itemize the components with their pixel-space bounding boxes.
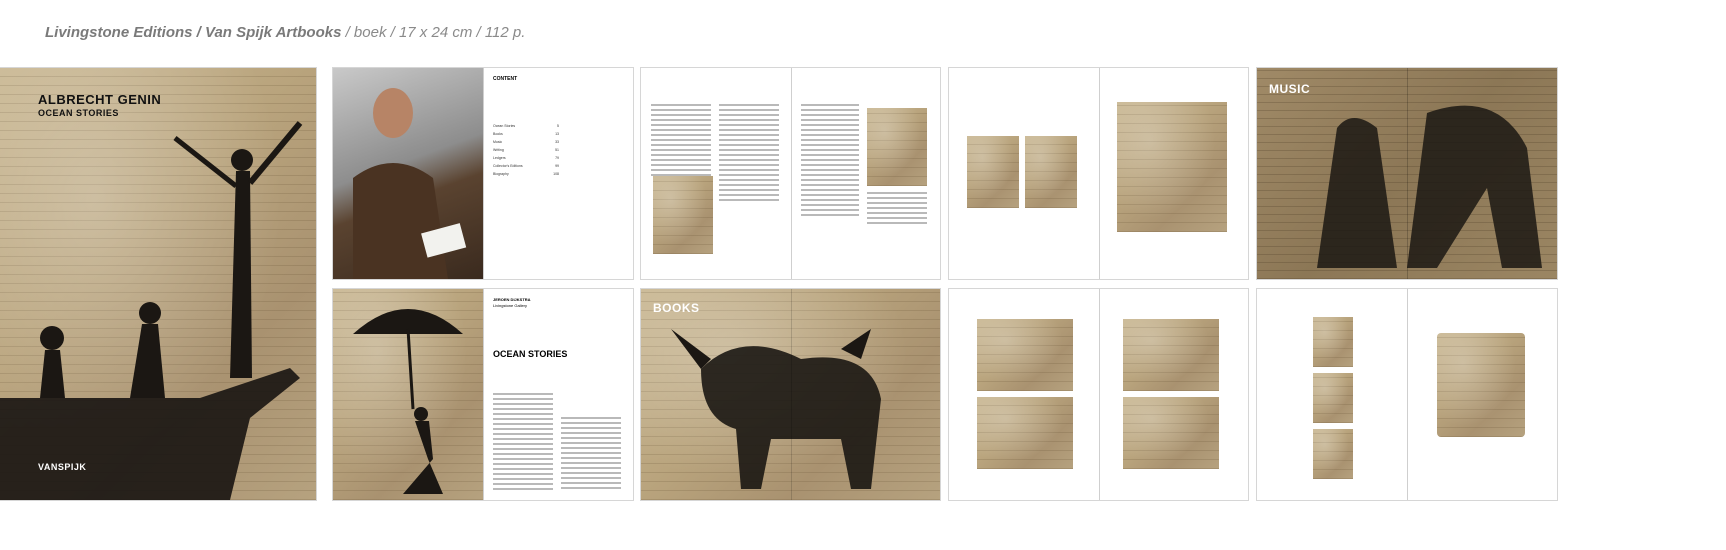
book-details: / boek / 17 x 24 cm / 112 p.: [341, 24, 526, 41]
cover-page[interactable]: [0, 68, 316, 500]
contents-item-page: 5: [557, 124, 559, 128]
header-caption: [45, 24, 525, 41]
spread-music[interactable]: [1257, 68, 1557, 279]
contents-item-page: 51: [555, 148, 559, 152]
artwork-thumb-1: [967, 136, 1019, 208]
spread-contents[interactable]: [333, 68, 633, 279]
contents-item-page: 13: [555, 132, 559, 136]
cover-artist: ALBRECHT GENIN: [38, 92, 162, 107]
artwork-thumb-4: [977, 397, 1073, 469]
artwork-thumb-8: [1313, 373, 1353, 423]
artwork-thumb-3: [977, 319, 1073, 391]
contents-item-label: Ocean Stories: [493, 124, 516, 128]
section-music: MUSIC: [1269, 82, 1311, 96]
umbrella-artwork: [333, 289, 483, 500]
artwork-thumb-6: [1123, 397, 1219, 469]
contents-item: [493, 140, 559, 144]
ledger-image: [653, 176, 713, 254]
portrait-photo: [333, 68, 483, 279]
spread-images-3[interactable]: [1257, 289, 1557, 500]
artwork-thumb-10: [1437, 333, 1525, 437]
contents-page: [483, 68, 633, 279]
contents-item: [493, 164, 559, 168]
cover-imprint: VANSPIJK: [38, 462, 87, 472]
contents-item: [493, 172, 559, 176]
artwork-thumb-7: [1313, 317, 1353, 367]
artwork-thumb-9: [1313, 429, 1353, 479]
contents-item-page: 79: [555, 156, 559, 160]
contents-item-label: Collector's Editions: [493, 164, 523, 168]
contents-item-label: Biography: [493, 172, 509, 176]
intro-title: OCEAN STORIES: [493, 349, 568, 359]
contents-item-page: 99: [555, 164, 559, 168]
contents-item: [493, 132, 559, 136]
figure-image: [867, 108, 927, 186]
spread-books[interactable]: [641, 289, 940, 500]
cover-subtitle: OCEAN STORIES: [38, 108, 119, 118]
contents-heading: CONTENT: [493, 76, 518, 82]
contents-item-label: Music: [493, 140, 503, 144]
intro-author: JEROEN DIJKSTRA: [493, 297, 531, 302]
section-books: BOOKS: [653, 301, 700, 315]
artwork-thumb-2: [1025, 136, 1077, 208]
spread-intro[interactable]: [333, 289, 633, 500]
publisher-name: Livingstone Editions / Van Spijk Artbooks: [45, 24, 342, 41]
contents-item-page: 108: [553, 172, 559, 176]
intro-gallery: Livingstone Gallery: [493, 303, 528, 308]
contents-item: [493, 148, 559, 152]
artwork-thumb-5: [1123, 319, 1219, 391]
spread-images-2[interactable]: [949, 289, 1248, 500]
spread-text-1[interactable]: [641, 68, 940, 279]
cover-artwork: [0, 68, 316, 500]
contents-list: [493, 124, 559, 180]
spread-images-1[interactable]: [949, 68, 1248, 279]
contents-item-label: Ledgers: [493, 156, 506, 160]
contents-item-label: Writing: [493, 148, 504, 152]
contents-item: [493, 156, 559, 160]
artwork-large: [1117, 102, 1227, 232]
contents-item-page: 33: [555, 140, 559, 144]
contents-item: [493, 124, 559, 128]
contents-item-label: Books: [493, 132, 503, 136]
